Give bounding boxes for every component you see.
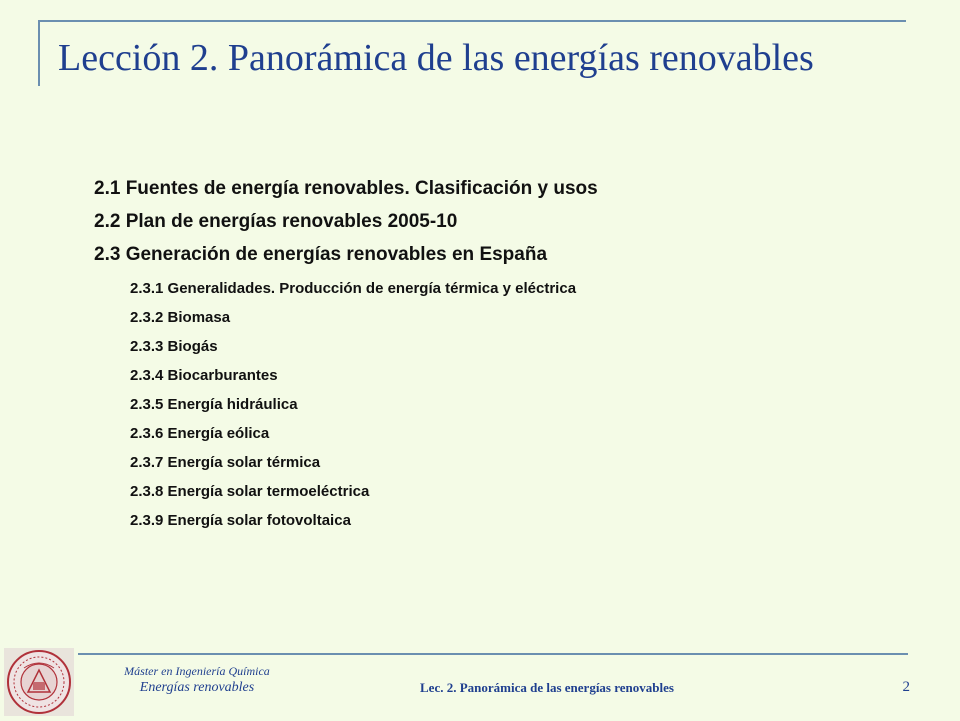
toc-item-2-1: 2.1 Fuentes de energía renovables. Clasificación y usos [94,178,598,199]
title-frame-left-line [38,20,40,86]
toc-subitem-2-3-9: 2.3.9 Energía solar fotovoltaica [130,512,351,529]
page-number: 2 [902,679,910,695]
toc-subitem-2-3-1: 2.3.1 Generalidades. Producción de energía térmica y eléctrica [130,280,577,297]
title-frame-top-line [38,20,906,22]
toc-subitem-2-3-5: 2.3.5 Energía hidráulica [130,396,298,413]
footer-course-label: Energías renovables [139,680,255,695]
slide-title: Lección 2. Panorámica de las energías renovables [58,37,814,79]
footer-course-info [112,664,282,696]
footer-divider [78,653,908,655]
toc-subitem-2-3-8: 2.3.8 Energía solar termoeléctrica [130,483,370,500]
university-seal-icon [4,648,74,716]
toc-item-2-2: 2.2 Plan de energías renovables 2005-10 [94,211,458,232]
toc-subitem-2-3-7: 2.3.7 Energía solar térmica [130,454,321,471]
footer-lesson-label: Lec. 2. Panorámica de las energías renovables [420,680,674,695]
toc-subitem-2-3-3: 2.3.3 Biogás [130,338,218,355]
table-of-contents [94,176,914,538]
toc-subitem-2-3-4: 2.3.4 Biocarburantes [130,367,278,384]
toc-subitem-2-3-2: 2.3.2 Biomasa [130,309,231,326]
footer-master-label: Máster en Ingeniería Química [124,664,270,678]
toc-item-2-3: 2.3 Generación de energías renovables en España [94,244,548,265]
toc-subitem-2-3-6: 2.3.6 Energía eólica [130,425,270,442]
